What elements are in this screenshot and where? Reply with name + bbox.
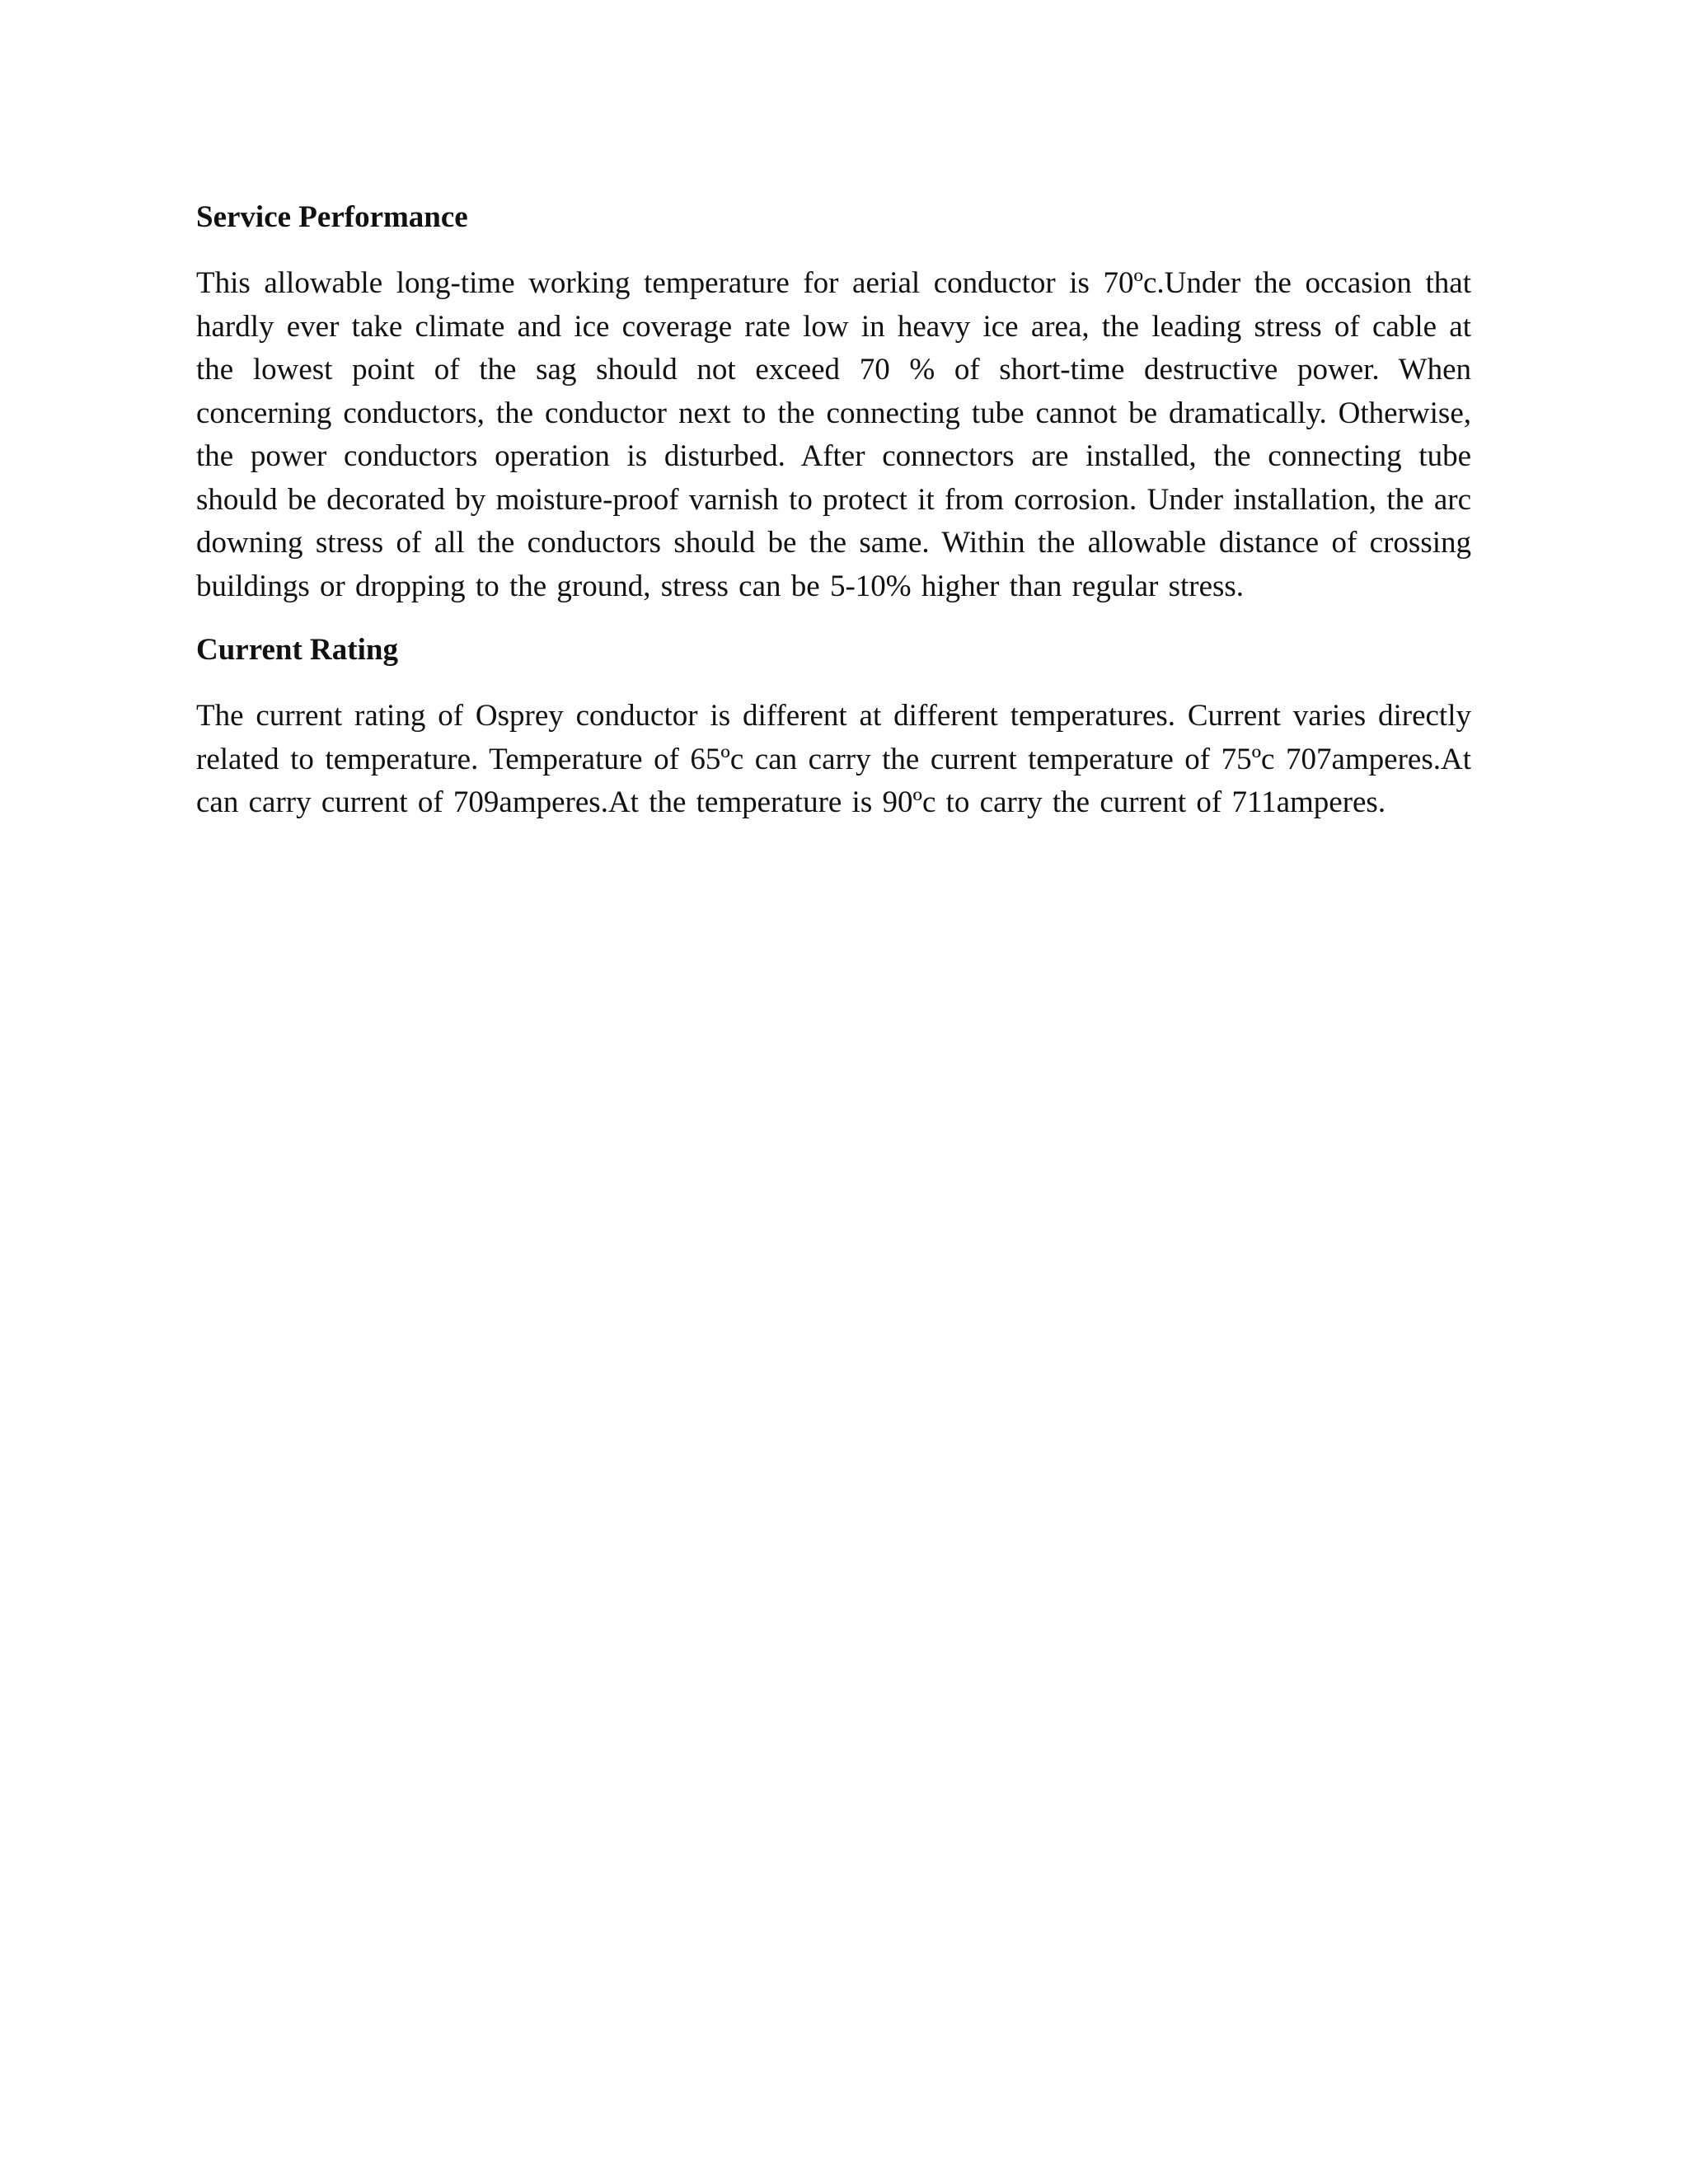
document-page bbox=[196, 188, 1471, 825]
paragraph-service-performance: This allowable long-time working temperature for aerial conductor is 70ºc.Under the occasion that hardly ever take climate and ice coverage rate low in heavy ice area, the leading stress of cable at the lowest point of the sag should not exceed 70 % of short-time destructive power. When concerning conductors, the conductor next to the connecting tube cannot be dramatically. Otherwise, the power conductors operation is disturbed. After connectors are installed, the connecting tube should be decorated by moisture-proof varnish to protect it from corrosion. Under installation, the arc downing stress of all the conductors should be the same. Within the allowable distance of crossing buildings or dropping to the ground, stress can be 5-10% higher than regular stress. bbox=[196, 266, 1471, 603]
section-heading-service-performance: Service Performance bbox=[196, 200, 468, 234]
section-heading-current-rating: Current Rating bbox=[196, 633, 398, 667]
paragraph-current-rating: The current rating of Osprey conductor is different at different temperatures. Current varies directly related to temperature. Temperature of 65ºc can carry the current temperature of 75ºc 707amperes.At can carry current of 709amperes.At the temperature is 90ºc to carry the current of 711amperes. bbox=[196, 699, 1471, 819]
